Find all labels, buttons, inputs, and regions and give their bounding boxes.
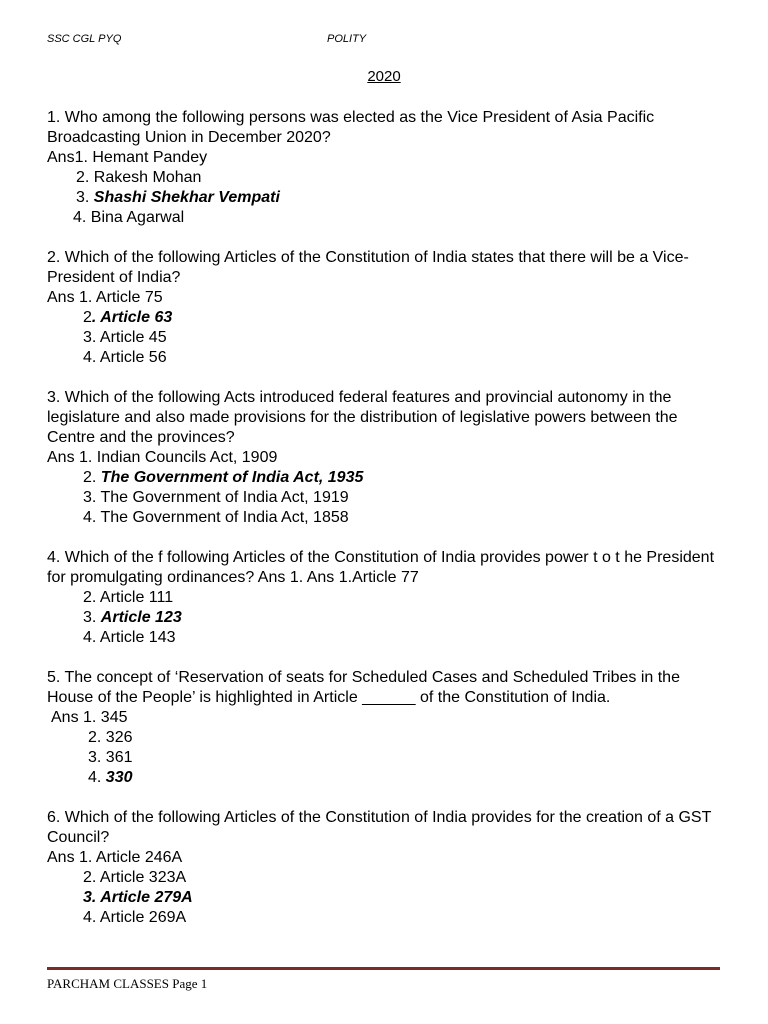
question-text: 4. Which of the f following Articles of the Constitution of India provides power t o t he President for promulgating ordinances? Ans 1. Ans 1.Article 77 (47, 549, 715, 586)
option-4 (47, 768, 727, 788)
question-text: 5. The concept of ‘Reservation of seats for Scheduled Cases and Scheduled Tribes in the House of the People’ is highlighted in Article ______ of the Constitution of India. (47, 669, 680, 706)
option-2 (47, 308, 727, 328)
option-2: 2. Article 323A (83, 869, 187, 886)
option-1: Ans 1. 345 (51, 709, 128, 726)
year-heading (0, 68, 768, 85)
option-2: 2. Rakesh Mohan (76, 169, 202, 186)
option-3: 3. 361 (88, 749, 133, 766)
correct-answer: The Government of India Act, 1935 (100, 469, 364, 486)
option-4: 4. Bina Agarwal (73, 209, 185, 226)
option-4: 4. Article 143 (83, 629, 176, 646)
option-number: 2 (83, 309, 92, 326)
correct-answer: 3. Article 279A (83, 889, 193, 906)
question-text: 6. Which of the following Articles of the Constitution of India provides for the creation of a GST Council? (47, 809, 712, 846)
header-subject: POLITY (327, 33, 367, 45)
option-4: 4. Article 56 (83, 349, 167, 366)
option-3 (47, 188, 727, 208)
option-number: 2. (83, 469, 101, 486)
option-1: Ans 1. Indian Councils Act, 1909 (47, 449, 278, 466)
question-text: 2. Which of the following Articles of the Constitution of India states that there will be a Vice-President of India? (47, 249, 689, 286)
option-3 (47, 608, 727, 628)
question-text: 3. Which of the following Acts introduced federal features and provincial autonomy in the legislature and also made provisions for the distribution of legislative powers between the Centre and the provinces? (47, 389, 678, 446)
option-2 (47, 468, 727, 488)
question-4 (47, 548, 727, 648)
option-2: 2. 326 (88, 729, 133, 746)
question-2 (47, 248, 727, 368)
correct-answer: Article 123 (100, 609, 182, 626)
option-1: Ans 1. Article 246A (47, 849, 183, 866)
question-6 (47, 808, 727, 928)
question-text: 1. Who among the following persons was elected as the Vice President of Asia Pacific Broadcasting Union in December 2020? (47, 109, 655, 146)
option-number: 4. (88, 769, 106, 786)
question-1 (47, 108, 727, 228)
option-4: 4. The Government of India Act, 1858 (83, 509, 349, 526)
header-left: SSC CGL PYQ (47, 33, 122, 45)
correct-answer: 330 (105, 769, 133, 786)
option-number: 3. (83, 609, 101, 626)
option-4: 4. Article 269A (83, 909, 187, 926)
question-3 (47, 388, 727, 528)
option-3: 3. Article 45 (83, 329, 167, 346)
question-list (47, 108, 727, 948)
option-3: 3. The Government of India Act, 1919 (83, 489, 349, 506)
option-1: Ans1. Hemant Pandey (47, 149, 208, 166)
year-text: 2020 (367, 68, 401, 85)
correct-answer: . Article 63 (91, 309, 173, 326)
option-1: Ans 1. Article 75 (47, 289, 163, 306)
correct-answer: Shashi Shekhar Vempati (93, 189, 280, 206)
option-2: 2. Article 111 (83, 589, 174, 606)
footer-divider (47, 967, 720, 970)
question-5 (47, 668, 727, 788)
option-number: 3. (76, 189, 94, 206)
footer-text: PARCHAM CLASSES Page 1 (47, 976, 208, 991)
